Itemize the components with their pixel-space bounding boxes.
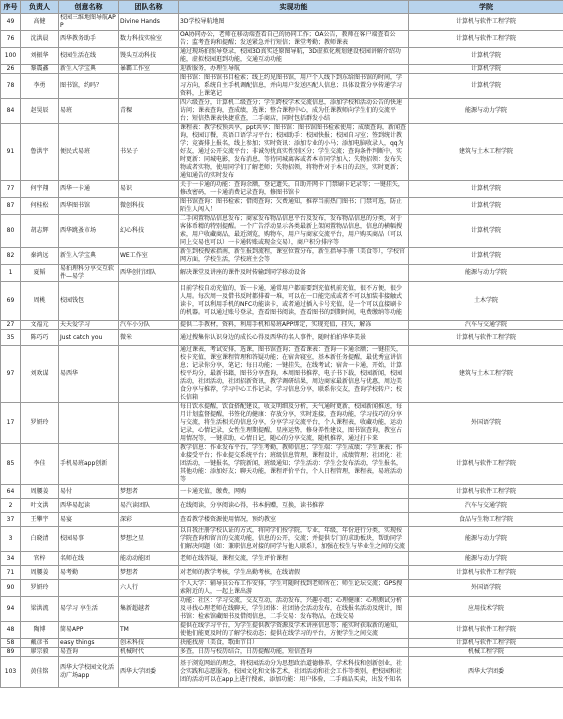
person-cell: 廖宗毅 (21, 648, 59, 657)
row-number: 37 (1, 513, 21, 527)
idea-cell: 新生入学宝典 (59, 65, 119, 74)
function-cell: 基于浏览网站的理念，将校园活动分为思想政治道德修养，学术科技和创新创业，社会实践和志愿服务，校园文化和文体艺术，社团活动和社会工作等类别，把校园和社团的活动可以在app上进行搜索，添加功能：用户体验，二手商品买卖，出发不知名 (179, 657, 409, 688)
table-row (1, 552, 563, 566)
row-number: 91 (1, 124, 21, 181)
idea-cell: 易班 (59, 99, 119, 124)
idea-cell: 名师在线 (59, 552, 119, 566)
person-cell: 黄佳铭 (21, 657, 59, 688)
table-body (1, 14, 563, 688)
person-cell: 白晓清 (21, 527, 59, 552)
table-row (1, 215, 563, 248)
person-cell: 胡志辉 (21, 215, 59, 248)
team-cell (119, 282, 179, 321)
table-row (1, 65, 563, 74)
header-no: 序号 (1, 1, 21, 14)
idea-cell: 西华教务助手 (59, 31, 119, 48)
table-row (1, 566, 563, 580)
function-cell: 目前学校自动充值的，饭一卡通，通常用户都需要到充值机前充值，很不方便，很少人用。每次周一及借书反时都排着一堆，可以在一口能完成或者不可以加装非接触式读卡，可以利用手机的NFC功能读卡，或者通过插入卡号充值，是一个可以直接刷卡的机器。可以通过账号登录，查看图书阅读，查看图书的到期时间，电费缴纳等功能 (179, 282, 409, 321)
idea-cell: 便民式易班 (59, 124, 119, 181)
idea-cell: 易学习 享生活 (59, 597, 119, 622)
person-cell: 刘欢谋 (21, 346, 59, 403)
team-cell (119, 444, 179, 485)
function-cell: 对老师的教学考核，学生出勤考核，在线请假 (179, 566, 409, 580)
person-cell: 沈洪晨 (21, 31, 59, 48)
table-row (1, 124, 563, 181)
team-cell (119, 346, 179, 403)
idea-cell: 西华图书馆 (59, 198, 119, 215)
header-person: 负责人 (21, 1, 59, 14)
table-row (1, 248, 563, 265)
person-cell: 何桂松 (21, 198, 59, 215)
college-cell: 能源与动力学院 (409, 552, 563, 566)
table-row (1, 321, 563, 330)
college-cell: 汽车与交通学院 (409, 321, 563, 330)
team-cell: 微创科技 (119, 198, 179, 215)
function-cell: 提供在线学习平台，为学生提供教学资源及学术讲座信息等；能实时获取新的通知，使他们能更及时的了解学校动态；提供在线学习的平台，方便学生之间交流 (179, 622, 409, 639)
college-cell: 计算机与软件工程学院 (409, 566, 563, 580)
idea-cell: 易拍理科分享交互软件—易学 (59, 265, 119, 282)
table-row (1, 403, 563, 444)
team-cell: 书呆子 (119, 124, 179, 181)
function-cell: 老师在线答疑，课程交流，学生评价课程 (179, 552, 409, 566)
person-cell: 王攀宇 (21, 513, 59, 527)
college-cell: 建筑与土木工程学院 (409, 346, 563, 403)
table-row (1, 499, 563, 513)
row-number: 90 (1, 580, 21, 597)
header-team: 团队名称 (119, 1, 179, 14)
college-cell: 计算机学院 (409, 74, 563, 99)
row-number: 3 (1, 527, 21, 552)
row-number: 1 (1, 265, 21, 282)
team-cell: 能动动能团 (119, 552, 179, 566)
function-cell: 每日饮水提醒，饮食搭配建议，收支明细及分析，天气通时更新，校园新闻推送，每月计划监督提醒，书签化的健康：存放分享，实时连接，查询功能，学习技巧的分享与交流，将生活相关的信息分享，分享学习交流平台，个人课程表，收藏功能，运动记录，心情记录，女性生理期提醒，星座运势，修身养性建议，图书馆查询，教室占用情况等，一键求助，心情日记，随心的分享交流，随机推荐，通过打卡来 (179, 403, 409, 444)
team-cell: WE工作室 (119, 248, 179, 265)
function-cell: 四六级查分，计算机二级查分；学生跨校学术交流信息，添加学校和活动公告的快速访问；课表查询，查成绩，选课；整合课程中心，成为任课教师向学生们的交流平台；短信热课表快捷重查，二手商店，同时包括群发小结 (179, 99, 409, 124)
college-cell: 西华大学团委 (409, 657, 563, 688)
row-number: 77 (1, 181, 21, 198)
row-number: 82 (1, 248, 21, 265)
idea-cell (59, 403, 119, 444)
team-cell: 梦想者 (119, 485, 179, 499)
row-number: 26 (1, 65, 21, 74)
team-cell: Divine Hands (119, 14, 179, 31)
idea-cell: Just catch you (59, 330, 119, 346)
row-number: 2 (1, 499, 21, 513)
person-cell: 黎震鑫 (21, 65, 59, 74)
table-row (1, 648, 563, 657)
person-cell: 鲁洪宇 (21, 124, 59, 181)
function-cell: 一卡通充值，缴费，网购 (179, 485, 409, 499)
person-cell: 罗妍玲 (21, 403, 59, 444)
team-cell: TM (119, 622, 179, 639)
idea-cell: 校园生活在线 (59, 48, 119, 65)
college-cell: 能源与动力学院 (409, 99, 563, 124)
person-cell: 周腰姜 (21, 566, 59, 580)
person-cell: 高健 (21, 14, 59, 31)
table-row (1, 580, 563, 597)
person-cell: 周桃 (21, 282, 59, 321)
team-cell (119, 403, 179, 444)
team-cell (119, 74, 179, 99)
function-cell: 多查，日历与校历结合，日历提醒功能，短信查询 (179, 648, 409, 657)
function-cell: 通过课表，考试安排，选课，图书馆查询；查看课表：查询一卡通余额；一键挂失，校卡充值，课室课程管理和答疑功能；在宿舍寝室，基本新任务提醒，最优秀宣讲信息；记录你分享，笔记；每日功能；一键挂失，在线考试；宿舍一卡通，开始，计算校平均分，最新书籍，图书分享查询，本周图书推荐，电子书下载，校园新闻，校园活动，社团活动，社团招新资讯，教学调研结果，周边商家最新信息与优惠，周边美食分享与推荐，学习中心工作记录，学习信息分享，联系你交友，查询学校转户；校长信箱 (179, 346, 409, 403)
college-cell: 计算机学院 (409, 198, 563, 215)
person-cell: 陈巧巧 (21, 330, 59, 346)
function-cell: 解决课堂及讲座的课件及时传输到同学移动设备 (179, 265, 409, 282)
idea-cell: easy things (59, 639, 119, 648)
function-cell: 3D学校导航地图 (179, 14, 409, 31)
table-row (1, 657, 563, 688)
college-cell: 食品与生物工程学院 (409, 513, 563, 527)
idea-cell: 西华大学校园文化活动广场app (59, 657, 119, 688)
row-number: 87 (1, 198, 21, 215)
function-cell: 教学信息：作业发布平台，学生考勤，教师信息；学生端：学生成绩；学生课表；作业接受平台；作业提交系统平台；班级信息管理，课程设计，成绩管理；社团化：社团活动，一键报名，学院新闻，班级通知；学生活动：学生会发布活动，学生报名，其他功能：添加好友；聊天功能，课程评价平台，个人日程管理，课程表，易班活动等 (179, 444, 409, 485)
team-cell: 易汽读团队 (119, 499, 179, 513)
table-row (1, 330, 563, 346)
function-cell: 功能：社区：学习交流，交友互动，活动发布，兴趣小组；心理健康：心理测试分析及寻找心理老师在线聊天，学生团体：社团协会活动发布，在线报名活动及统计，图书馆：检索馆藏图书及借阅信息，二手交易：发布物品，在线交易 (179, 597, 409, 622)
college-cell: 建筑与土木工程学院 (409, 124, 563, 181)
idea-cell: 校园三维地图导航APP (59, 14, 119, 31)
college-cell: 外国语学院 (409, 580, 563, 597)
person-cell: 周腰姜 (21, 485, 59, 499)
idea-cell: 简易APP (59, 622, 119, 639)
table-row (1, 14, 563, 31)
row-number: 97 (1, 346, 21, 403)
row-number: 100 (1, 48, 21, 65)
idea-cell: 西华一卡通 (59, 181, 119, 198)
table-row (1, 181, 563, 198)
idea-cell: 手机易班app创新 (59, 444, 119, 485)
row-number: 34 (1, 552, 21, 566)
college-cell: 汽车与交通学院 (409, 499, 563, 513)
team-cell: 暴霸工作室 (119, 65, 179, 74)
person-cell: 陶博 (21, 622, 59, 639)
table-row (1, 346, 563, 403)
team-cell: 创未科技 (119, 639, 179, 648)
function-cell: 图书馆查询：图书检索；借阅查询；欠费通知，推荐当前热门图书；门禁可选，防止陌生人闯入！ (179, 198, 409, 215)
college-cell: 计算机学院 (409, 248, 563, 265)
row-number: 71 (1, 566, 21, 580)
function-cell: 关于一卡通的功能：查询余额，登记遗失，自助开网卡 门禁刷卡记录等；一键挂失，修改密码，一卡通消费记录查询，修图书馆卡 (179, 181, 409, 198)
person-cell: 赵昊辰 (21, 99, 59, 124)
idea-cell: 易查询 (59, 648, 119, 657)
row-number: 80 (1, 215, 21, 248)
row-number: 94 (1, 597, 21, 622)
row-number: 49 (1, 14, 21, 31)
table-row (1, 527, 563, 552)
row-number: 69 (1, 282, 21, 321)
function-cell: 新生到校搜索指南，新生报到流程，课室位置分布，新生指导手册（美食等），学校官网方面，学校生活，学校班主会等 (179, 248, 409, 265)
college-cell: 计算机与软件工程学院 (409, 14, 563, 31)
college-cell: 计算机学院 (409, 65, 563, 74)
idea-cell: 易宴 (59, 513, 119, 527)
team-cell: 微米 (119, 330, 179, 346)
table-row (1, 622, 563, 639)
idea-cell: 校园钱包 (59, 282, 119, 321)
row-number: 64 (1, 485, 21, 499)
person-cell: 夏韬 (21, 265, 59, 282)
team-cell: 深彩 (119, 513, 179, 527)
college-cell: 计算机与软件工程学院 (409, 444, 563, 485)
row-number: 27 (1, 321, 21, 330)
header-college: 学院 (409, 1, 563, 14)
team-cell: 青稞 (119, 99, 179, 124)
college-cell: 计算机学院 (409, 48, 563, 65)
function-cell: 在线阅读，分享阅读心得，书本捐赠，互换，读书推荐 (179, 499, 409, 513)
row-number: 78 (1, 74, 21, 99)
function-cell: 以自我注册学校认证的方式，将同学们按学院，专业，年级，年份进行分类，实现按学院查询和留言的交流功能，信息的公开，交流；并提供专门的求助板块，帮助同学们解决问题（如：兼职信息对接的同学与他人联系），加强在校生与毕业生之间的交流 (179, 527, 409, 552)
row-number: 84 (1, 99, 21, 124)
team-cell: 梦想者 (119, 566, 179, 580)
idea-cell (59, 580, 119, 597)
person-cell: 何宇翔 (21, 181, 59, 198)
row-number: 103 (1, 657, 21, 688)
person-cell: 戴彦书 (21, 639, 59, 648)
college-cell: 计算机与软件工程学院 (409, 639, 563, 648)
table-row (1, 639, 563, 648)
function-cell: 查看教学楼资源使用情况，预约教室 (179, 513, 409, 527)
function-cell: 课程表：教学校预共享，ppt共享；图书馆：图书馆图书检索使用；成绩查询，新闻查询，校园订餐，英语口语学习平台；校园助手：校园快报；校园自习室；签到统计教学；竞赛排上报名，线上参加；实时资讯：添加专业的小马；添加电脑收录人，qq为好友，通过公开交流平台；非诚勿扰真实性别区分；学生交流；查询条件判断中，实时更新：同城电影，发布消息，等待同城离客或者本市同学加入；失物招领：发布失物或者实物，使用同学们了解老师；失物招领，将物件对于本日的去医，实时更新；通知通告的实时发布 (179, 124, 409, 181)
person-cell: 文福元 (21, 321, 59, 330)
row-number: 17 (1, 403, 21, 444)
function-cell: OA协同办公，老师在移动端查看自己的协同工作；OA公告，教师在客户端查看公告；监考查询和提醒；发送紧急并行短信；课堂考勤；教师课表 (179, 31, 409, 48)
idea-cell: 易西华 (59, 346, 119, 403)
college-cell: 计算机与软件工程学院 (409, 330, 563, 346)
college-cell: 计算机学院 (409, 215, 563, 248)
team-cell: 数力科技实验室 (119, 31, 179, 48)
team-cell: 西华大学团委 (119, 657, 179, 688)
college-cell: 应用技术学院 (409, 597, 563, 622)
team-cell: 西华创行团队 (119, 265, 179, 282)
function-cell: 提供二手教材，资料，利用手机和易班APP绑定，实现充值，挂失，解冻 (179, 321, 409, 330)
function-cell: 通过搜集你认识身边的成长心得及西华的名人事件，随时拍拍华华美景 (179, 330, 409, 346)
person-cell: 刘振华 (21, 48, 59, 65)
function-cell: 图书馆：图书馆书目检索；线上约见图书馆，用户个人线下到东给图书馆的时间，学习方向，系统自主手机调配信息，并向用户发送匹配人信息；具体设置分享传递学习资料，上课笔记 (179, 74, 409, 99)
table-row (1, 597, 563, 622)
college-cell: 计算机学院 (409, 181, 563, 198)
team-cell: 集新超越者 (119, 597, 179, 622)
header-row (1, 1, 563, 14)
team-cell: 汽车小分队 (119, 321, 179, 330)
person-cell: 官梓 (21, 552, 59, 566)
idea-cell: 易考勤 (59, 566, 119, 580)
table-row (1, 265, 563, 282)
header-idea: 创意名称 (59, 1, 119, 14)
row-number: 76 (1, 31, 21, 48)
table-row (1, 485, 563, 499)
person-cell: 叶文洪 (21, 499, 59, 513)
row-number: 85 (1, 444, 21, 485)
table-row (1, 198, 563, 215)
row-number: 89 (1, 648, 21, 657)
table-row (1, 444, 563, 485)
college-cell: 能源与动力学院 (409, 527, 563, 552)
person-cell: 罗妍玲 (21, 580, 59, 597)
idea-cell: 图书馆，约吗？ (59, 74, 119, 99)
college-cell: 计算机与软件工程学院 (409, 622, 563, 639)
table-row (1, 99, 563, 124)
person-cell: 梁洪流 (21, 597, 59, 622)
function-cell: 通过现场拍照导登录，校园3D真实还原图导航，3D虚拟化规划建设校园讲解介绍功能，虚拟校园逛到功能，交通互动功能 (179, 48, 409, 65)
college-cell: 能源与动力学院 (409, 265, 563, 282)
college-cell: 计算机与软件工程学院 (409, 485, 563, 499)
person-cell: 秦鸿远 (21, 248, 59, 265)
row-number: 48 (1, 622, 21, 639)
function-cell: 迎新服务，办理生导航 (179, 65, 409, 74)
table-row (1, 48, 563, 65)
team-cell: 幻心科技 (119, 215, 179, 248)
table-row (1, 282, 563, 321)
college-cell: 外国语学院 (409, 403, 563, 444)
table-row (1, 74, 563, 99)
team-cell: 易识 (119, 181, 179, 198)
idea-cell: 新生入学宝典 (59, 248, 119, 265)
function-cell: 个人大学：辅导员公布工作安排，学生可随时找到老师所在；师生论坛交流；GPS搜索附近的人，一起上课出游 (179, 580, 409, 597)
idea-cell: 易付 (59, 485, 119, 499)
person-cell: 李勇 (21, 74, 59, 99)
function-cell: 抉能找房（美食，歌曲节目） (179, 639, 409, 648)
idea-cell: 西华跳蚤市场 (59, 215, 119, 248)
college-cell: 土木学院 (409, 282, 563, 321)
college-cell: 计算机与软件工程学院 (409, 31, 563, 48)
idea-cell: 天天爱学习 (59, 321, 119, 330)
team-cell: 梦想之星 (119, 527, 179, 552)
team-cell: 馒头互动科技 (119, 48, 179, 65)
row-number: 58 (1, 639, 21, 648)
table-row (1, 513, 563, 527)
idea-cell: 西华易起读 (59, 499, 119, 513)
team-cell: 六人行 (119, 580, 179, 597)
person-cell: 李佳 (21, 444, 59, 485)
college-cell: 机械工程学院 (409, 648, 563, 657)
header-function: 实现功能 (179, 1, 409, 14)
team-cell: 机械时代 (119, 648, 179, 657)
idea-cell: 校园易事 (59, 527, 119, 552)
function-cell: 二手闲置物品信息发布；商家发布物品信息平台及发布，发布物品信息的分类，对于客体币精的特别提醒。一个广告浮动显示各类最新上架闲置物品信息，信息的横幅搜索，用户收藏商品，最近浏览，购物车，用户与商家交流平台，用户购买商品（可以同上交易也可以）一卡通转账或现金交易），商户积分排序等 (179, 215, 409, 248)
table-row (1, 31, 563, 48)
row-number: 35 (1, 330, 21, 346)
